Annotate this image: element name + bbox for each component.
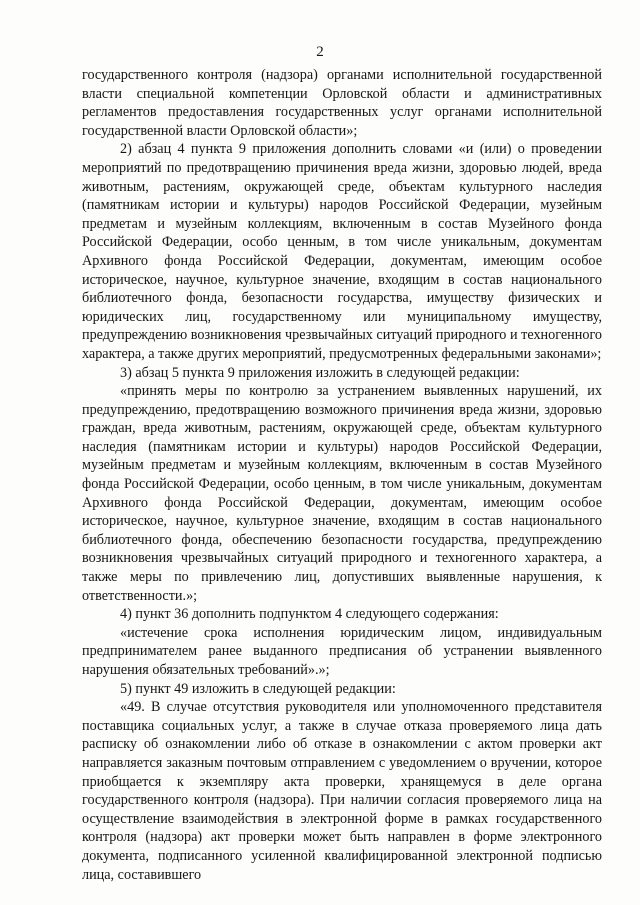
- paragraph-item-5-text: «49. В случае отсутствия руководителя или уполномоченного представителя поставщика социальных услуг, а также в случае отказа проверяемого лица дать расписку об ознакомлении либо об отказе в ознакомлении с актом проверки акт направляется заказным почтовым отправлением с уведомлением о вручении, которое приобщается к экземпляру акта проверки, хранящемуся в деле органа государственного контроля (надзора). При наличии согласия проверяемого лица на осуществление взаимодействия в электронной форме в рамках государственного контроля (надзора) акт проверки может быть направлен в форме электронного документа, подписанного усиленной квалифицированной электронной подписью лица, составившего: [82, 699, 602, 883]
- document-body: [82, 66, 602, 884]
- paragraph-item-5: 5) пункт 49 изложить в следующей редакции:: [120, 680, 396, 697]
- paragraph-item-4-text: «истечение срока исполнения юридическим лицом, индивидуальным предпринимателем ранее выданного предписания об устранении выявленного нарушения обязательных требований».»;: [82, 624, 602, 678]
- page-number: 2: [316, 44, 324, 60]
- paragraph-continuation: государственного контроля (надзора) органами исполнительной государственной власти специальной компетенции Орловской области и административных регламентов предоставления государственных услуг органами исполнительной государственной власти Орловской области»;: [82, 67, 602, 139]
- paragraph-item-4: 4) пункт 36 дополнить подпунктом 4 следующего содержания:: [120, 606, 499, 623]
- paragraph-item-3-text: «принять меры по контролю за устранением выявленных нарушений, их предупреждению, предотвращению возможного причинения вреда жизни, здоровью граждан, вреда животным, растениям, окружающей среде, объектам культурного наследия (памятникам истории и культуры) народов Российской Федерации, музейным предметам и музейным коллекциям, включенным в состав Музейного фонда Российской Федерации, особо ценным, в том числе уникальным, документам Архивного фонда Российской Федерации, документам, имеющим особое историческое, научное, культурное значение, входящим в состав национального библиотечного фонда, обеспечению безопасности государства, предупреждению возникновения чрезвычайных ситуаций природного и техногенного характера, а также меры по привлечению лиц, допустивших выявленные нарушения, к ответственности.»;: [82, 383, 602, 604]
- paragraph-item-2: 2) абзац 4 пункта 9 приложения дополнить словами «и (или) о проведении мероприятий по предотвращению причинения вреда жизни, здоровью людей, вреда животным, растениям, окружающей среде, объектам культурного наследия (памятникам истории и культуры) народов Российской Федерации, музейным предметам и музейным коллекциям, включенным в состав Музейного фонда Российской Федерации, особо ценным, в том числе уникальным, документам Архивного фонда Российской Федерации, документам, имеющим особое историческое, научное, культурное значение, входящим в состав национального библиотечного фонда, безопасности государства, имуществу физических и юридических лиц, государственному или муниципальному имуществу, предупреждению возникновения чрезвычайных ситуаций природного и техногенного характера, а также других мероприятий, предусмотренных федеральными законами»;: [82, 141, 602, 362]
- paragraph-item-3: 3) абзац 5 пункта 9 приложения изложить в следующей редакции:: [120, 364, 520, 381]
